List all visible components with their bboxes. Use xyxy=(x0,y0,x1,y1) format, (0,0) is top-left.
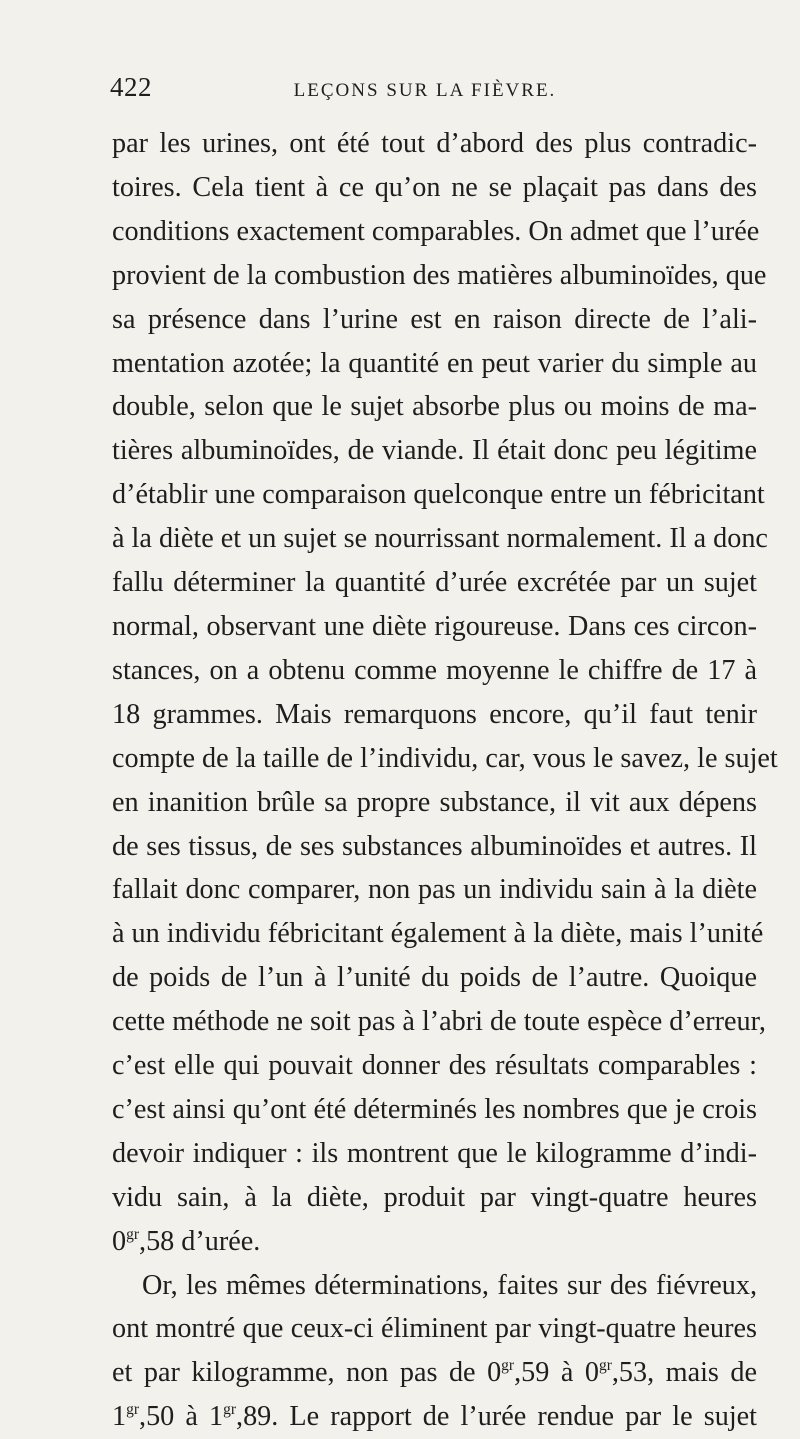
text-line: de poids de l’un à l’unité du poids de l’autre. Quoique xyxy=(112,962,757,994)
text-line: ont montré que ceux-ci éliminent par vingt-quatre heures xyxy=(112,1313,757,1345)
text-fragment: ,59 à 0 xyxy=(514,1357,599,1389)
page-header xyxy=(110,72,740,112)
unit-superscript: gr xyxy=(598,1357,612,1375)
text-line: d’établir une comparaison quelconque entre un fébricitant xyxy=(112,479,765,511)
text-line: stances, on a obtenu comme moyenne le chiffre de 17 à xyxy=(112,654,757,686)
body-text xyxy=(112,122,778,1439)
text-line: cette méthode ne soit pas à l’abri de toute espèce d’erreur, xyxy=(112,1006,766,1038)
text-line: à un individu fébricitant également à la diète, mais l’unité xyxy=(112,918,764,950)
text-line: c’est elle qui pouvait donner des résultats comparables : xyxy=(112,1050,757,1082)
unit-superscript: gr xyxy=(223,1401,237,1419)
text-line: mentation azotée; la quantité en peut varier du simple au xyxy=(112,347,757,379)
text-fragment: ,89. Le rapport de l’urée rendue par le sujet xyxy=(236,1401,757,1433)
text-line: normal, observant une diète rigoureuse. Dans ces circon- xyxy=(112,610,757,642)
text-line: sa présence dans l’urine est en raison directe de l’ali- xyxy=(112,303,757,335)
text-line: compte de la taille de l’individu, car, vous le savez, le sujet xyxy=(112,742,778,774)
page-number: 422 xyxy=(110,72,152,102)
unit-superscript: gr xyxy=(126,1225,140,1243)
text-line: par les urines, ont été tout d’abord des plus contradic- xyxy=(112,128,757,159)
text-line: en inanition brûle sa propre substance, il vit aux dépens xyxy=(112,786,757,818)
text-line: toires. Cela tient à ce qu’on ne se plaçait pas dans des xyxy=(112,171,757,203)
text-line: 18 grammes. Mais remarquons encore, qu’il faut tenir xyxy=(112,698,757,730)
text-fragment: et par kilogramme, non pas de 0 xyxy=(112,1357,502,1389)
text-line xyxy=(112,1395,757,1439)
text-line: provient de la combustion des matières albuminoïdes, que xyxy=(112,259,767,291)
text-line xyxy=(112,1351,757,1395)
text-line: devoir indiquer : ils montrent que le kilogramme d’indi- xyxy=(112,1137,757,1169)
text-line-paragraph-end xyxy=(112,1220,757,1264)
text-line: de ses tissus, de ses substances albuminoïdes et autres. Il xyxy=(112,830,757,862)
text-line: à la diète et un sujet se nourrissant normalement. Il a donc xyxy=(112,523,768,555)
text-line: c’est ainsi qu’ont été déterminés les nombres que je crois xyxy=(112,1093,757,1125)
text-line: double, selon que le sujet absorbe plus ou moins de ma- xyxy=(112,391,757,423)
unit-superscript: gr xyxy=(126,1401,140,1419)
text-line-paragraph-start: Or, les mêmes déterminations, faites sur des fiévreux, xyxy=(142,1269,757,1301)
text-line: tières albuminoïdes, de viande. Il était donc peu légitime xyxy=(112,435,757,467)
text-line: fallait donc comparer, non pas un individu sain à la diète xyxy=(112,874,757,906)
text-fragment: ,50 à 1 xyxy=(139,1401,224,1433)
text-line: fallu déterminer la quantité d’urée excrétée par un sujet xyxy=(112,567,757,599)
unit-superscript: gr xyxy=(501,1357,515,1375)
text-line: conditions exactement comparables. On admet que l’urée xyxy=(112,215,760,247)
text-fragment: ,58 d’urée. xyxy=(139,1225,261,1257)
text-fragment: ,53, mais de xyxy=(611,1357,758,1389)
text-fragment: 1 xyxy=(112,1401,127,1433)
value-number: 0 xyxy=(112,1225,127,1257)
text-line: vidu sain, à la diète, produit par vingt-quatre heures xyxy=(112,1181,757,1213)
running-title: LEÇONS SUR LA FIÈVRE. xyxy=(293,80,557,101)
